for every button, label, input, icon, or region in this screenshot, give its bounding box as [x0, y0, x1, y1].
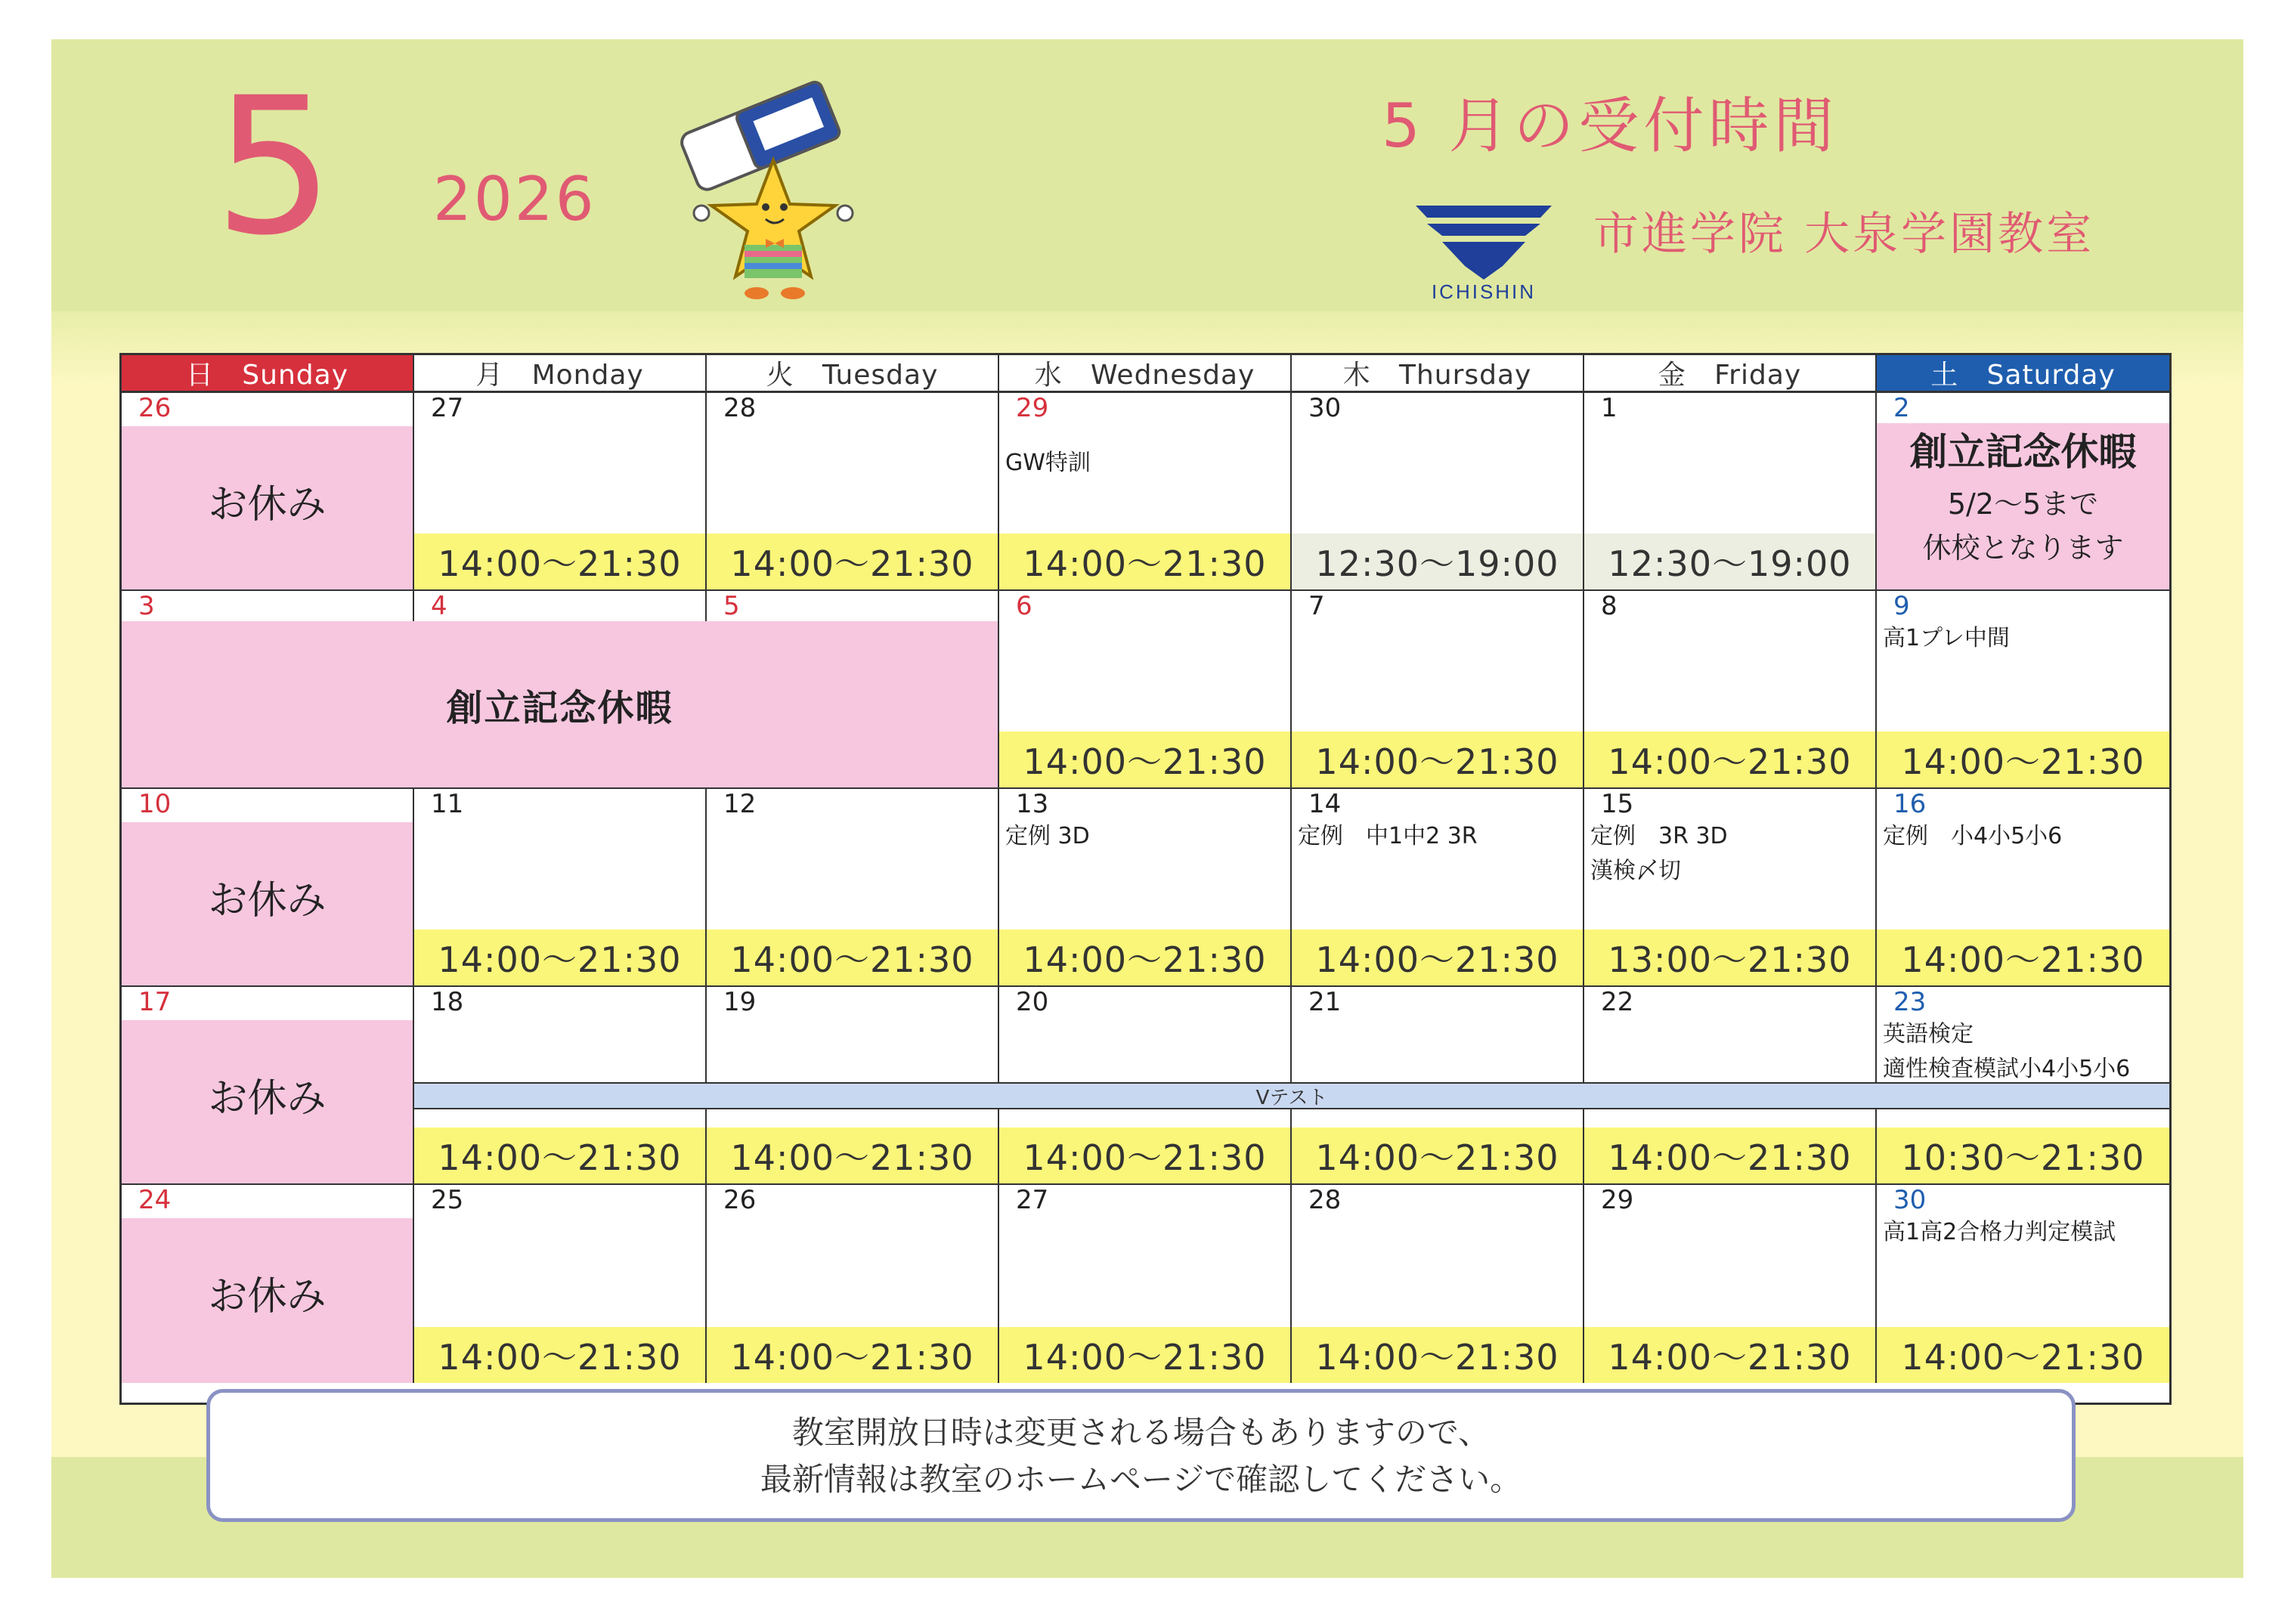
day-cell: [1584, 1185, 1877, 1383]
day-number: 11: [431, 789, 464, 819]
holiday-title: 創立記念休暇: [1909, 430, 2137, 474]
day-number: 10: [138, 789, 172, 819]
day-cell: [1584, 789, 1877, 987]
weekday-header-wed: 水 Wednesday: [999, 355, 1292, 393]
open-hours: 14:00～21:30: [1877, 1327, 2169, 1383]
open-hours: 14:00～21:30: [414, 1128, 705, 1183]
day-number: 22: [1601, 987, 1634, 1017]
day-number: 19: [723, 987, 757, 1017]
day-note: 高1プレ中間: [1883, 625, 2010, 651]
day-cell: [1292, 789, 1584, 987]
day-cell: [1877, 393, 2169, 591]
day-note: 定例 3D: [1005, 823, 1090, 849]
day-number: 5: [723, 591, 740, 621]
day-cell: [999, 393, 1292, 591]
page-title: 5 月の受付時間: [1382, 91, 1839, 161]
day-cell: [1877, 789, 2169, 987]
day-cell: [1877, 1185, 2169, 1383]
day-note: 定例 3R 3D 漢検〆切: [1590, 823, 1728, 884]
day-cell: [707, 789, 999, 987]
holiday-sub: [1877, 482, 2169, 570]
open-hours: 14:00～21:30: [414, 930, 705, 985]
open-hours: 13:00～21:30: [1584, 930, 1875, 985]
day-number: 3: [138, 591, 155, 621]
day-cell: [707, 1185, 999, 1383]
school-name: 市進学院 大泉学園教室: [1593, 208, 2095, 261]
day-number: 30: [1308, 393, 1342, 423]
open-hours: 14:00～21:30: [999, 1128, 1290, 1183]
open-hours: 14:00～21:30: [999, 534, 1290, 589]
open-hours: 14:00～21:30: [414, 1327, 705, 1383]
day-cell: [414, 1185, 707, 1383]
day-cell: [1292, 591, 1584, 789]
founding-holiday-banner: 創立記念休暇: [122, 621, 998, 787]
open-hours: 14:00～21:30: [1584, 732, 1875, 787]
closed-label: お休み: [208, 1274, 327, 1319]
day-number: 30: [1893, 1185, 1927, 1215]
closed-label: お休み: [208, 1076, 327, 1121]
header-band: [51, 39, 2243, 311]
logo-text: ICHISHIN: [1431, 280, 1537, 303]
open-hours: 14:00～21:30: [707, 930, 998, 985]
closed-label: お休み: [208, 878, 327, 923]
open-hours: 14:00～21:30: [999, 1327, 1290, 1383]
day-cell: [122, 987, 414, 1185]
open-hours: 12:30～19:00: [1292, 534, 1583, 589]
calendar-grid: [119, 353, 2172, 1405]
holiday-line-1: 5/2～5まで: [1947, 487, 2099, 521]
day-number: 1: [1601, 393, 1618, 423]
day-number: 16: [1893, 789, 1927, 819]
day-cell: [414, 789, 707, 987]
month-number: 5: [214, 57, 335, 277]
day-note: 定例 小4小5小6: [1883, 823, 2063, 849]
open-hours: 14:00～21:30: [999, 732, 1290, 787]
weekday-header-thu: 木 Thursday: [1292, 355, 1584, 393]
day-cell: [1584, 591, 1877, 789]
day-number: 7: [1308, 591, 1325, 621]
day-cell: [122, 1185, 414, 1383]
calendar-sheet: [51, 39, 2243, 1578]
open-hours: 14:00～21:30: [707, 534, 998, 589]
day-number: 14: [1308, 789, 1342, 819]
day-number: 13: [1016, 789, 1049, 819]
day-number: 21: [1308, 987, 1342, 1017]
day-number: 23: [1893, 987, 1927, 1017]
weekday-header-mon: 月 Monday: [414, 355, 707, 393]
day-number: 24: [138, 1185, 172, 1215]
weekday-header-sat: 土 Saturday: [1877, 355, 2169, 393]
open-hours: 14:00～21:30: [1877, 732, 2169, 787]
open-hours: 14:00～21:30: [707, 1128, 998, 1183]
day-note: 定例 中1中2 3R: [1298, 823, 1478, 849]
year: 2026: [433, 164, 596, 234]
open-hours: 14:00～21:30: [1292, 930, 1583, 985]
day-number: 27: [431, 393, 464, 423]
day-number: 9: [1893, 591, 1910, 621]
day-cell: [122, 393, 414, 591]
day-cell: [999, 789, 1292, 987]
day-cell: [122, 789, 414, 987]
day-number: 2: [1893, 393, 1910, 423]
day-note: 高1高2合格力判定模試: [1883, 1219, 2116, 1245]
day-number: 8: [1601, 591, 1618, 621]
open-hours: 14:00～21:30: [1584, 1327, 1875, 1383]
day-number: 28: [723, 393, 757, 423]
day-cell: [414, 393, 707, 591]
day-number: 4: [431, 591, 447, 621]
open-hours: 14:00～21:30: [1584, 1128, 1875, 1183]
day-number: 6: [1016, 591, 1032, 621]
day-number: 20: [1016, 987, 1049, 1017]
vtest-banner: Vテスト: [414, 1082, 2169, 1109]
open-hours: 14:00～21:30: [1292, 1128, 1583, 1183]
weekday-header-tue: 火 Tuesday: [707, 355, 999, 393]
day-number: 15: [1601, 789, 1634, 819]
day-cell: [1877, 591, 2169, 789]
open-hours: 14:00～21:30: [1877, 930, 2169, 985]
day-cell: [1292, 1185, 1584, 1383]
day-number: 28: [1308, 1185, 1342, 1215]
day-number: 29: [1601, 1185, 1634, 1215]
holiday-line-2: 休校となります: [1922, 531, 2124, 565]
day-cell: [1584, 393, 1877, 591]
day-number: 26: [723, 1185, 757, 1215]
notice-box: [206, 1389, 2076, 1522]
open-hours: 12:30～19:00: [1584, 534, 1875, 589]
open-hours: 10:30～21:30: [1877, 1128, 2169, 1183]
day-cell: [707, 393, 999, 591]
day-note: 英語検定 適性検査模試小4小5小6: [1883, 1021, 2131, 1082]
open-hours: 14:00～21:30: [999, 930, 1290, 985]
open-hours: 14:00～21:30: [1292, 732, 1583, 787]
day-number: 27: [1016, 1185, 1049, 1215]
day-number: 29: [1016, 393, 1049, 423]
ichishin-logo-icon: [1412, 190, 1556, 304]
weekday-header-fri: 金 Friday: [1584, 355, 1877, 393]
open-hours: 14:00～21:30: [707, 1327, 998, 1383]
day-number: 18: [431, 987, 464, 1017]
day-cell: [1292, 393, 1584, 591]
open-hours: 14:00～21:30: [414, 534, 705, 589]
day-number: 26: [138, 393, 172, 423]
day-number: 12: [723, 789, 757, 819]
open-hours: 14:00～21:30: [1292, 1327, 1583, 1383]
notice-line-2: 最新情報は教室のホームページで確認してください。: [760, 1461, 1522, 1498]
day-number: 25: [431, 1185, 464, 1215]
day-note: GW特訓: [1005, 450, 1091, 476]
notice-line-1: 教室開放日時は変更される場合もありますので、: [791, 1414, 1491, 1451]
day-number: 17: [138, 987, 172, 1017]
day-cell: [999, 1185, 1292, 1383]
closed-label: お休み: [208, 482, 327, 527]
day-cell: [999, 591, 1292, 789]
weekday-header-sun: 日 Sunday: [122, 355, 414, 393]
star-mascot-icon: [660, 70, 887, 304]
